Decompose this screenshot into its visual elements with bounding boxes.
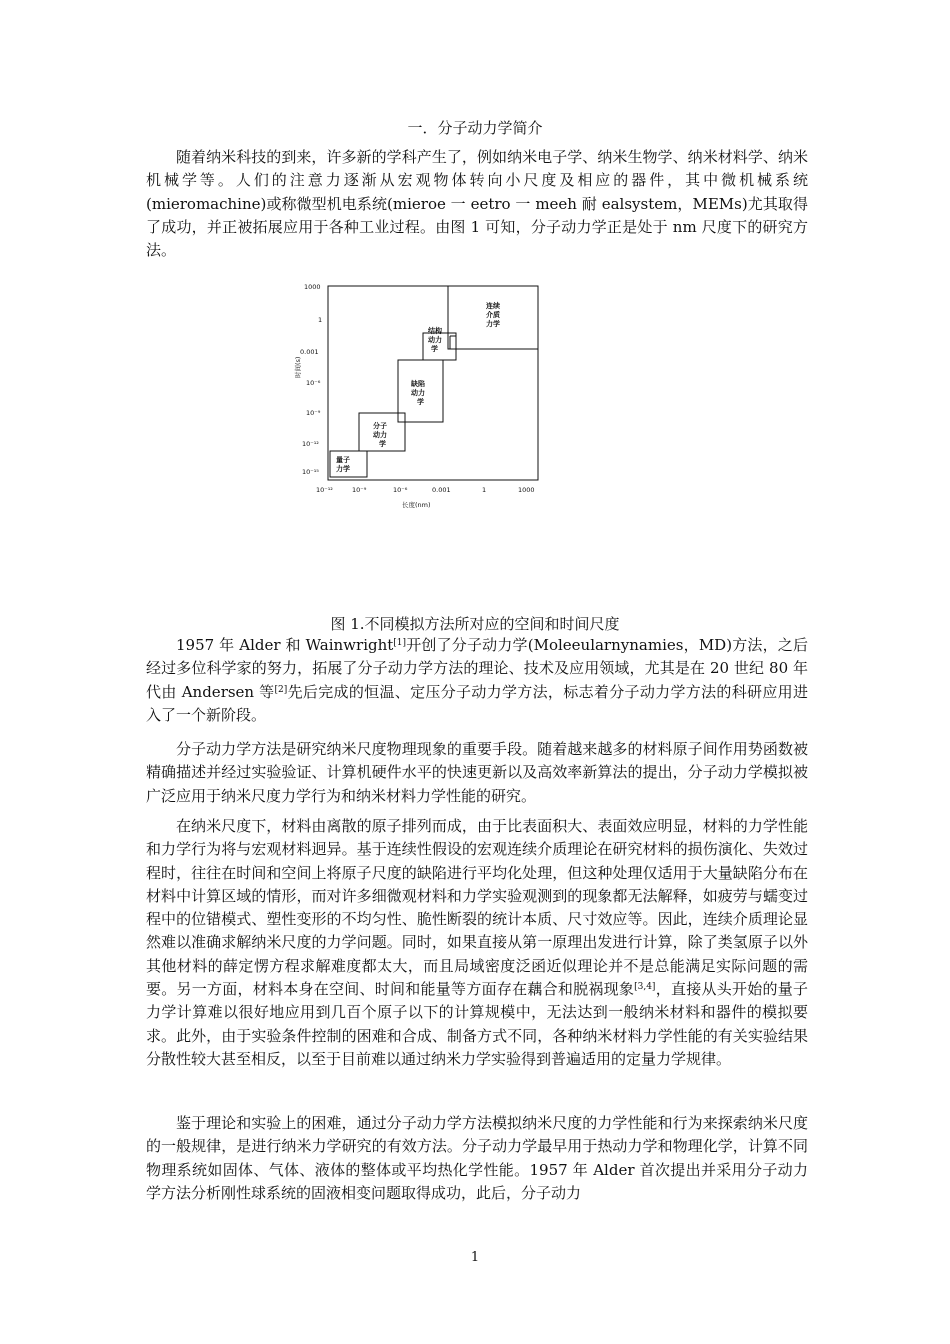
y-tick: 1000 (304, 283, 321, 291)
history-text-c: 先后完成的恒温、定压分子动力学方法，标志着分子动力学方法的科研应用进入了一个新阶段。 (146, 682, 808, 724)
y-tick: 10⁻⁹ (306, 409, 321, 417)
y-axis-title: 时间(s) (294, 356, 302, 378)
x-tick: 1 (482, 486, 487, 494)
paragraph-nanoscale (146, 815, 808, 1071)
box-label-defect: 缺陷 动力 学 (411, 380, 425, 406)
box-label-structure: 结构 动力 学 (428, 327, 442, 353)
x-tick: 1000 (518, 486, 535, 494)
y-tick: 1 (318, 316, 323, 324)
box-label-continuum: 连续 介质 力学 (486, 302, 500, 328)
x-tick: 10⁻⁹ (352, 486, 367, 494)
paragraph-history (146, 634, 808, 727)
paragraph-intro: 随着纳米科技的到来，许多新的学科产生了，例如纳米电子学、纳米生物学、纳米材料学、纳米机械学等。人们的注意力逐渐从宏观物体转向小尺度及相应的器件，其中微机械系统 (mieromachine)或称微型机电系统(mieroe 一 eetro 一 meeh 耐 ealsystem，MEMs)尤其取得了成功，并正被拓展应用于各种工业过程。由图 1 可知，分子动力学正是处于 nm 尺度下的研究方法。 (146, 148, 808, 260)
scale-diagram (290, 278, 550, 518)
box-quantum (330, 451, 367, 477)
nanoscale-text-a: 在纳米尺度下，材料由离散的原子排列而成，由于比表面积大、表面效应明显，材料的力学性能和力学行为将与宏观材料迥异。基于连续性假设的宏观连续介质理论在研究材料的损伤演化、失效过程时，往往在时间和空间上将原子尺度的缺陷进行平均化处理，但这种处理仅适用于大量缺陷分布在材料中计算区域的情形，而对许多细微观材料和力学实验观测到的现象都无法解释，如疲劳与蠕变过程中的位错模式、塑性变形的不均匀性、脆性断裂的统计本质、尺寸效应等。因此，连续介质理论显然难以准确求解纳米尺度的力学问题。同时，如果直接从第一原理出发进行计算，除了类氢原子以外其他材料的薛定愣方程求解难度都太大，而且局域密度泛函近似理论并不是总能满足实际问题的需要。另一方面，材料本身在空间、时间和能量等方面存在藕合和脱祸现象 (146, 817, 808, 999)
nanoscale-text-b: ，直接从头开始的量子力学计算难以很好地应用到几百个原子以下的计算规模中，无法达到一般纳米材料和器件的模拟要求。此外，由于实验条件控制的困难和合成、制备方式不同，各种纳米材料力学性能的有关实验结果分散性较大甚至相反，以至于目前难以通过纳米力学实验得到普遍适用的定量力学规律。 (146, 980, 808, 1068)
citation-1: [1] (393, 638, 407, 648)
x-axis-title: 长度(nm) (402, 501, 431, 509)
y-tick: 10⁻⁶ (306, 379, 321, 387)
x-tick: 0.001 (432, 486, 451, 494)
history-text-a: 1957 年 Alder 和 Wainwright (176, 636, 394, 654)
paragraph-method: 分子动力学方法是研究纳米尺度物理现象的重要手段。随着越来越多的材料原子间作用势函数被精确描述并经过实验验证、计算机硬件水平的快速更新以及高效率新算法的提出，分子动力学模拟被广泛应用于纳米尺度力学行为和纳米材料力学性能的研究。 (146, 740, 808, 805)
box-label-md: 分子 动力 学 (373, 422, 387, 448)
history-text-b: 开创了分子动力学(Moleeularnynamies，MD)方法，之后经过多位科学家的努力，拓展了分子动力学方法的理论、技术及应用领域，尤其是在 20 世纪 80 年代由 Andersen 等 (146, 636, 809, 701)
x-tick: 10⁻¹² (316, 486, 333, 494)
y-tick: 10⁻¹⁵ (302, 468, 319, 476)
citation-3-4: [3,4] (634, 982, 656, 993)
x-tick: 10⁻⁶ (393, 486, 408, 494)
box-label-quantum: 量子 力学 (336, 456, 350, 473)
paragraph-approach: 鉴于理论和实验上的困难，通过分子动力学方法模拟纳米尺度的力学性能和行为来探索纳米尺度的一般规律，是进行纳米力学研究的有效方法。分子动力学最早用于热动力学和物理化学，计算不同物理系统如固体、气体、液体的整体或平均热化学性能。1957 年 Alder 首次提出并采用分子动力学方法分析刚性球系统的固液相变问题取得成功，此后，分子动力 (146, 1114, 808, 1202)
y-tick: 10⁻¹² (302, 440, 319, 448)
y-tick: 0.001 (300, 348, 319, 356)
figure-caption: 图 1.不同模拟方法所对应的空间和时间尺度 (330, 615, 620, 633)
scale-figure (290, 278, 550, 518)
page-number: 1 (470, 1250, 480, 1265)
section-heading: 一．分子动力学简介 (407, 119, 543, 137)
citation-2: [2] (274, 684, 288, 695)
